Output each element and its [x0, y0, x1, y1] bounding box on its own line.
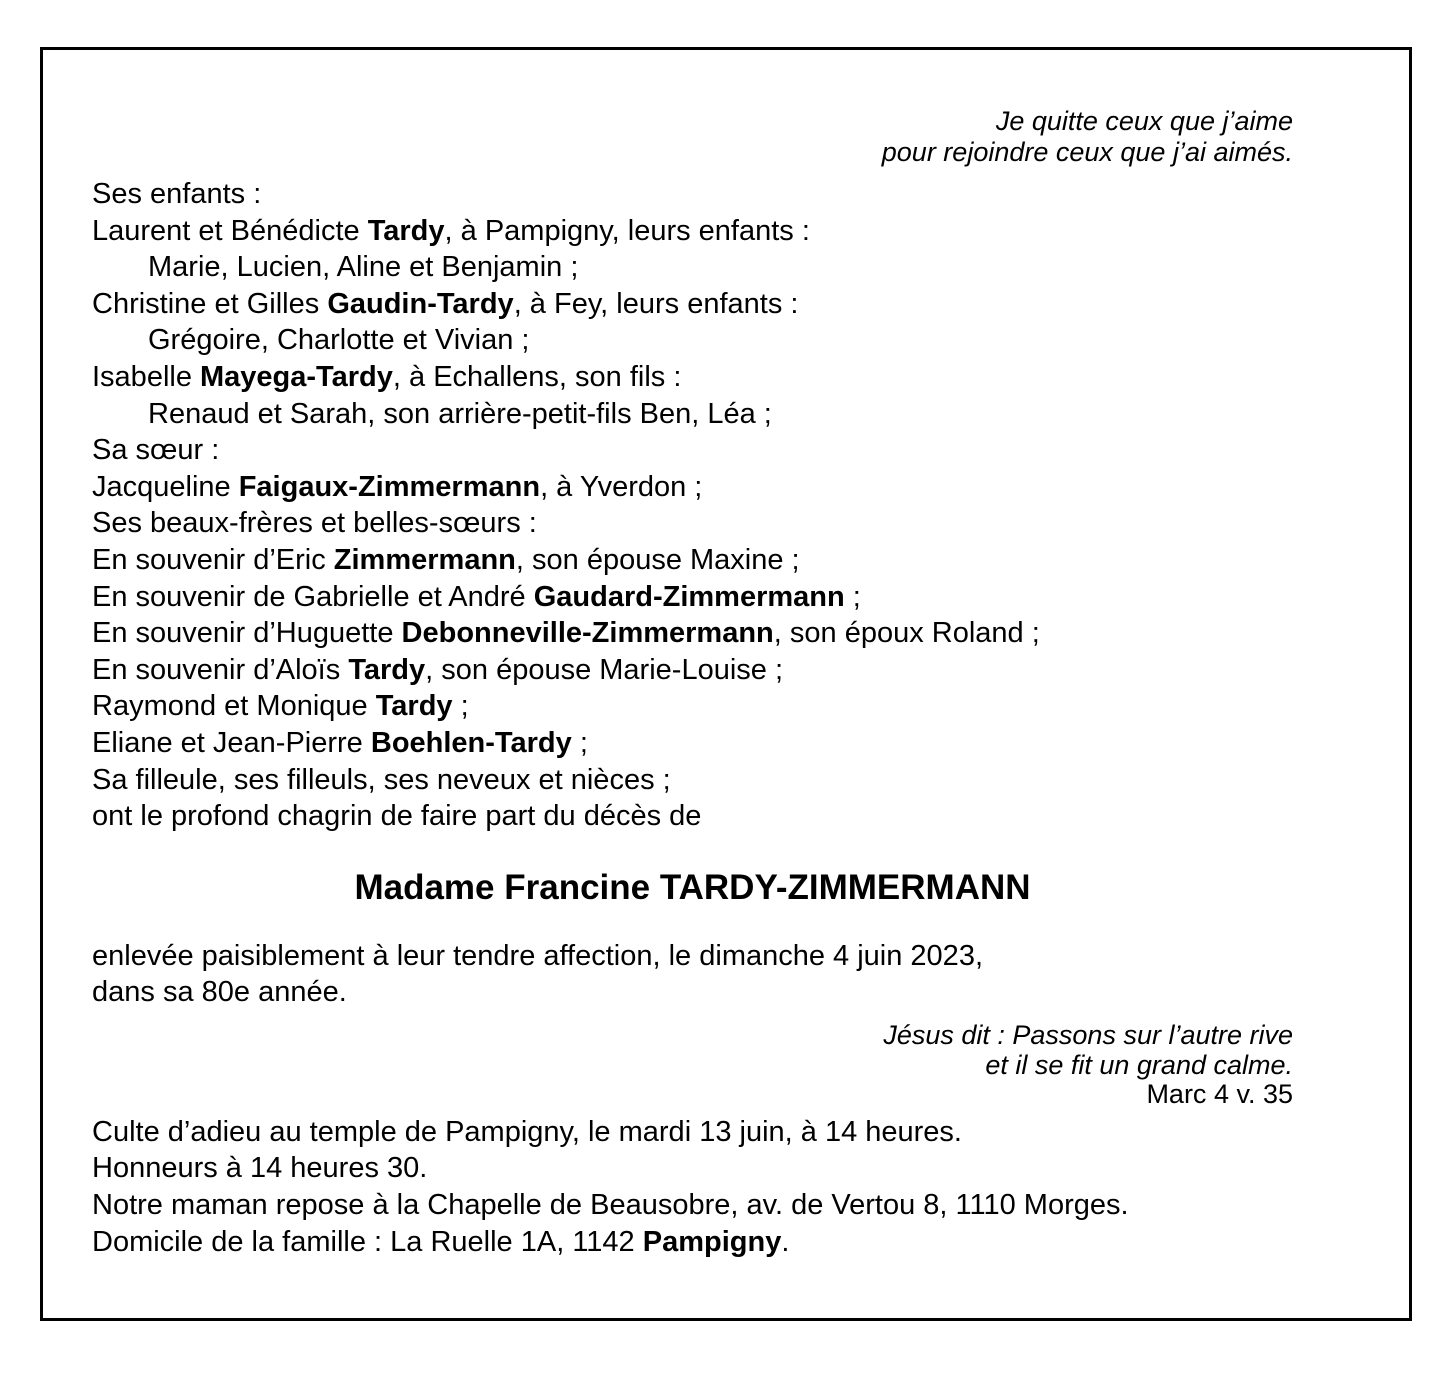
text-segment: Christine et Gilles [92, 287, 328, 320]
family-name-bold: Gaudard-Zimmermann [533, 580, 845, 613]
text-segment: . [781, 1225, 790, 1258]
text-segment: En souvenir de Gabrielle et André [92, 580, 534, 613]
text-segment: , à Fey, leurs enfants : [513, 287, 799, 320]
ceremony-details [92, 1114, 1293, 1260]
family-name-bold: Pampigny [642, 1225, 782, 1258]
family-name-bold: Faigaux-Zimmermann [238, 470, 541, 503]
text-segment: dans sa 80e année. [92, 976, 347, 1009]
text-segment: , son époux Roland ; [773, 617, 1040, 650]
family-name-bold: Gaudin-Tardy [327, 287, 514, 320]
text-segment: , son épouse Maxine ; [515, 543, 800, 576]
text-line [92, 762, 1293, 799]
family-name-bold: Tardy [348, 653, 426, 686]
text-line [92, 938, 1293, 975]
text-line [92, 249, 1293, 286]
scripture-reference: Marc 4 v. 35 [1146, 1078, 1293, 1109]
scripture-quote [92, 1020, 1293, 1080]
text-segment: Jacqueline [92, 470, 239, 503]
epigraph-line-1: Je quitte ceux que j’aime [995, 106, 1293, 136]
family-name-bold: Mayega-Tardy [200, 360, 393, 393]
text-segment: , à Echallens, son fils : [392, 360, 682, 393]
family-list [92, 176, 1293, 835]
text-segment: En souvenir d’Huguette [92, 617, 402, 650]
text-line [92, 579, 1293, 616]
family-name-bold: Tardy [367, 214, 445, 247]
text-line [92, 542, 1293, 579]
text-line [92, 359, 1293, 396]
text-segment: En souvenir d’Eric [92, 543, 334, 576]
text-segment: Sa sœur : [92, 434, 220, 467]
text-line [92, 652, 1293, 689]
family-name-bold: Debonneville-Zimmermann [401, 617, 774, 650]
text-line [92, 725, 1293, 762]
text-line [92, 688, 1293, 725]
text-line [92, 469, 1293, 506]
text-segment: Renaud et Sarah, son arrière-petit-fils Ben, Léa ; [148, 397, 772, 430]
family-name-bold: Zimmermann [333, 543, 516, 576]
epigraph-quote [92, 106, 1293, 168]
text-line [92, 974, 1293, 1011]
text-segment: ; [452, 690, 469, 723]
text-line [92, 1114, 1293, 1151]
text-segment: En souvenir d’Aloïs [92, 653, 349, 686]
text-segment: Laurent et Bénédicte [92, 214, 368, 247]
text-segment: Ses enfants : [92, 178, 262, 210]
text-line [92, 322, 1293, 359]
text-segment: , son épouse Marie-Louise ; [425, 653, 784, 686]
text-segment: , à Pampigny, leurs enfants : [444, 214, 810, 247]
epigraph-line-2: pour rejoindre ceux que j’ai aimés. [881, 137, 1293, 167]
text-segment: ; [844, 580, 861, 613]
family-name-bold: Tardy [375, 690, 453, 723]
scripture-line-1: Jésus dit : Passons sur l’autre rive [883, 1019, 1293, 1050]
text-segment: Sa filleule, ses filleuls, ses neveux et nièces ; [92, 763, 671, 796]
announcement-content [92, 50, 1293, 1260]
text-line [92, 396, 1293, 433]
text-line [92, 213, 1293, 250]
text-segment: enlevée paisiblement à leur tendre affection, le dimanche 4 juin 2023, [92, 939, 983, 972]
text-line [92, 1150, 1293, 1187]
text-line [92, 615, 1293, 652]
text-segment: Isabelle [92, 360, 201, 393]
text-segment: Notre maman repose à la Chapelle de Beausobre, av. de Vertou 8, 1110 Morges. [92, 1189, 1129, 1222]
text-segment: Ses beaux-frères et belles-sœurs : [92, 507, 537, 540]
text-line [92, 1187, 1293, 1224]
text-line [92, 798, 1293, 835]
text-segment: Culte d’adieu au temple de Pampigny, le mardi 13 juin, à 14 heures. [92, 1115, 962, 1148]
text-segment: ont le profond chagrin de faire part du décès de [92, 800, 702, 833]
family-name-bold: Boehlen-Tardy [370, 726, 572, 759]
text-segment: Marie, Lucien, Aline et Benjamin ; [148, 251, 579, 284]
text-segment: Domicile de la famille : La Ruelle 1A, 1142 [92, 1225, 643, 1258]
text-segment: Eliane et Jean-Pierre [92, 726, 371, 759]
text-line [92, 176, 1293, 213]
text-line [92, 505, 1293, 542]
text-line [92, 286, 1293, 323]
text-segment: ; [571, 726, 588, 759]
text-line [92, 1224, 1293, 1261]
text-segment: Grégoire, Charlotte et Vivian ; [148, 324, 530, 357]
text-segment: Raymond et Monique [92, 690, 376, 723]
text-line [92, 432, 1293, 469]
announcement-card-frame [40, 47, 1412, 1321]
deceased-name-title: Madame Francine TARDY-ZIMMERMANN [354, 867, 1031, 907]
text-segment: , à Yverdon ; [540, 470, 703, 503]
text-segment: Honneurs à 14 heures 30. [92, 1152, 428, 1185]
scripture-line-2: et il se fit un grand calme. [985, 1049, 1293, 1080]
death-notice [92, 938, 1293, 1011]
